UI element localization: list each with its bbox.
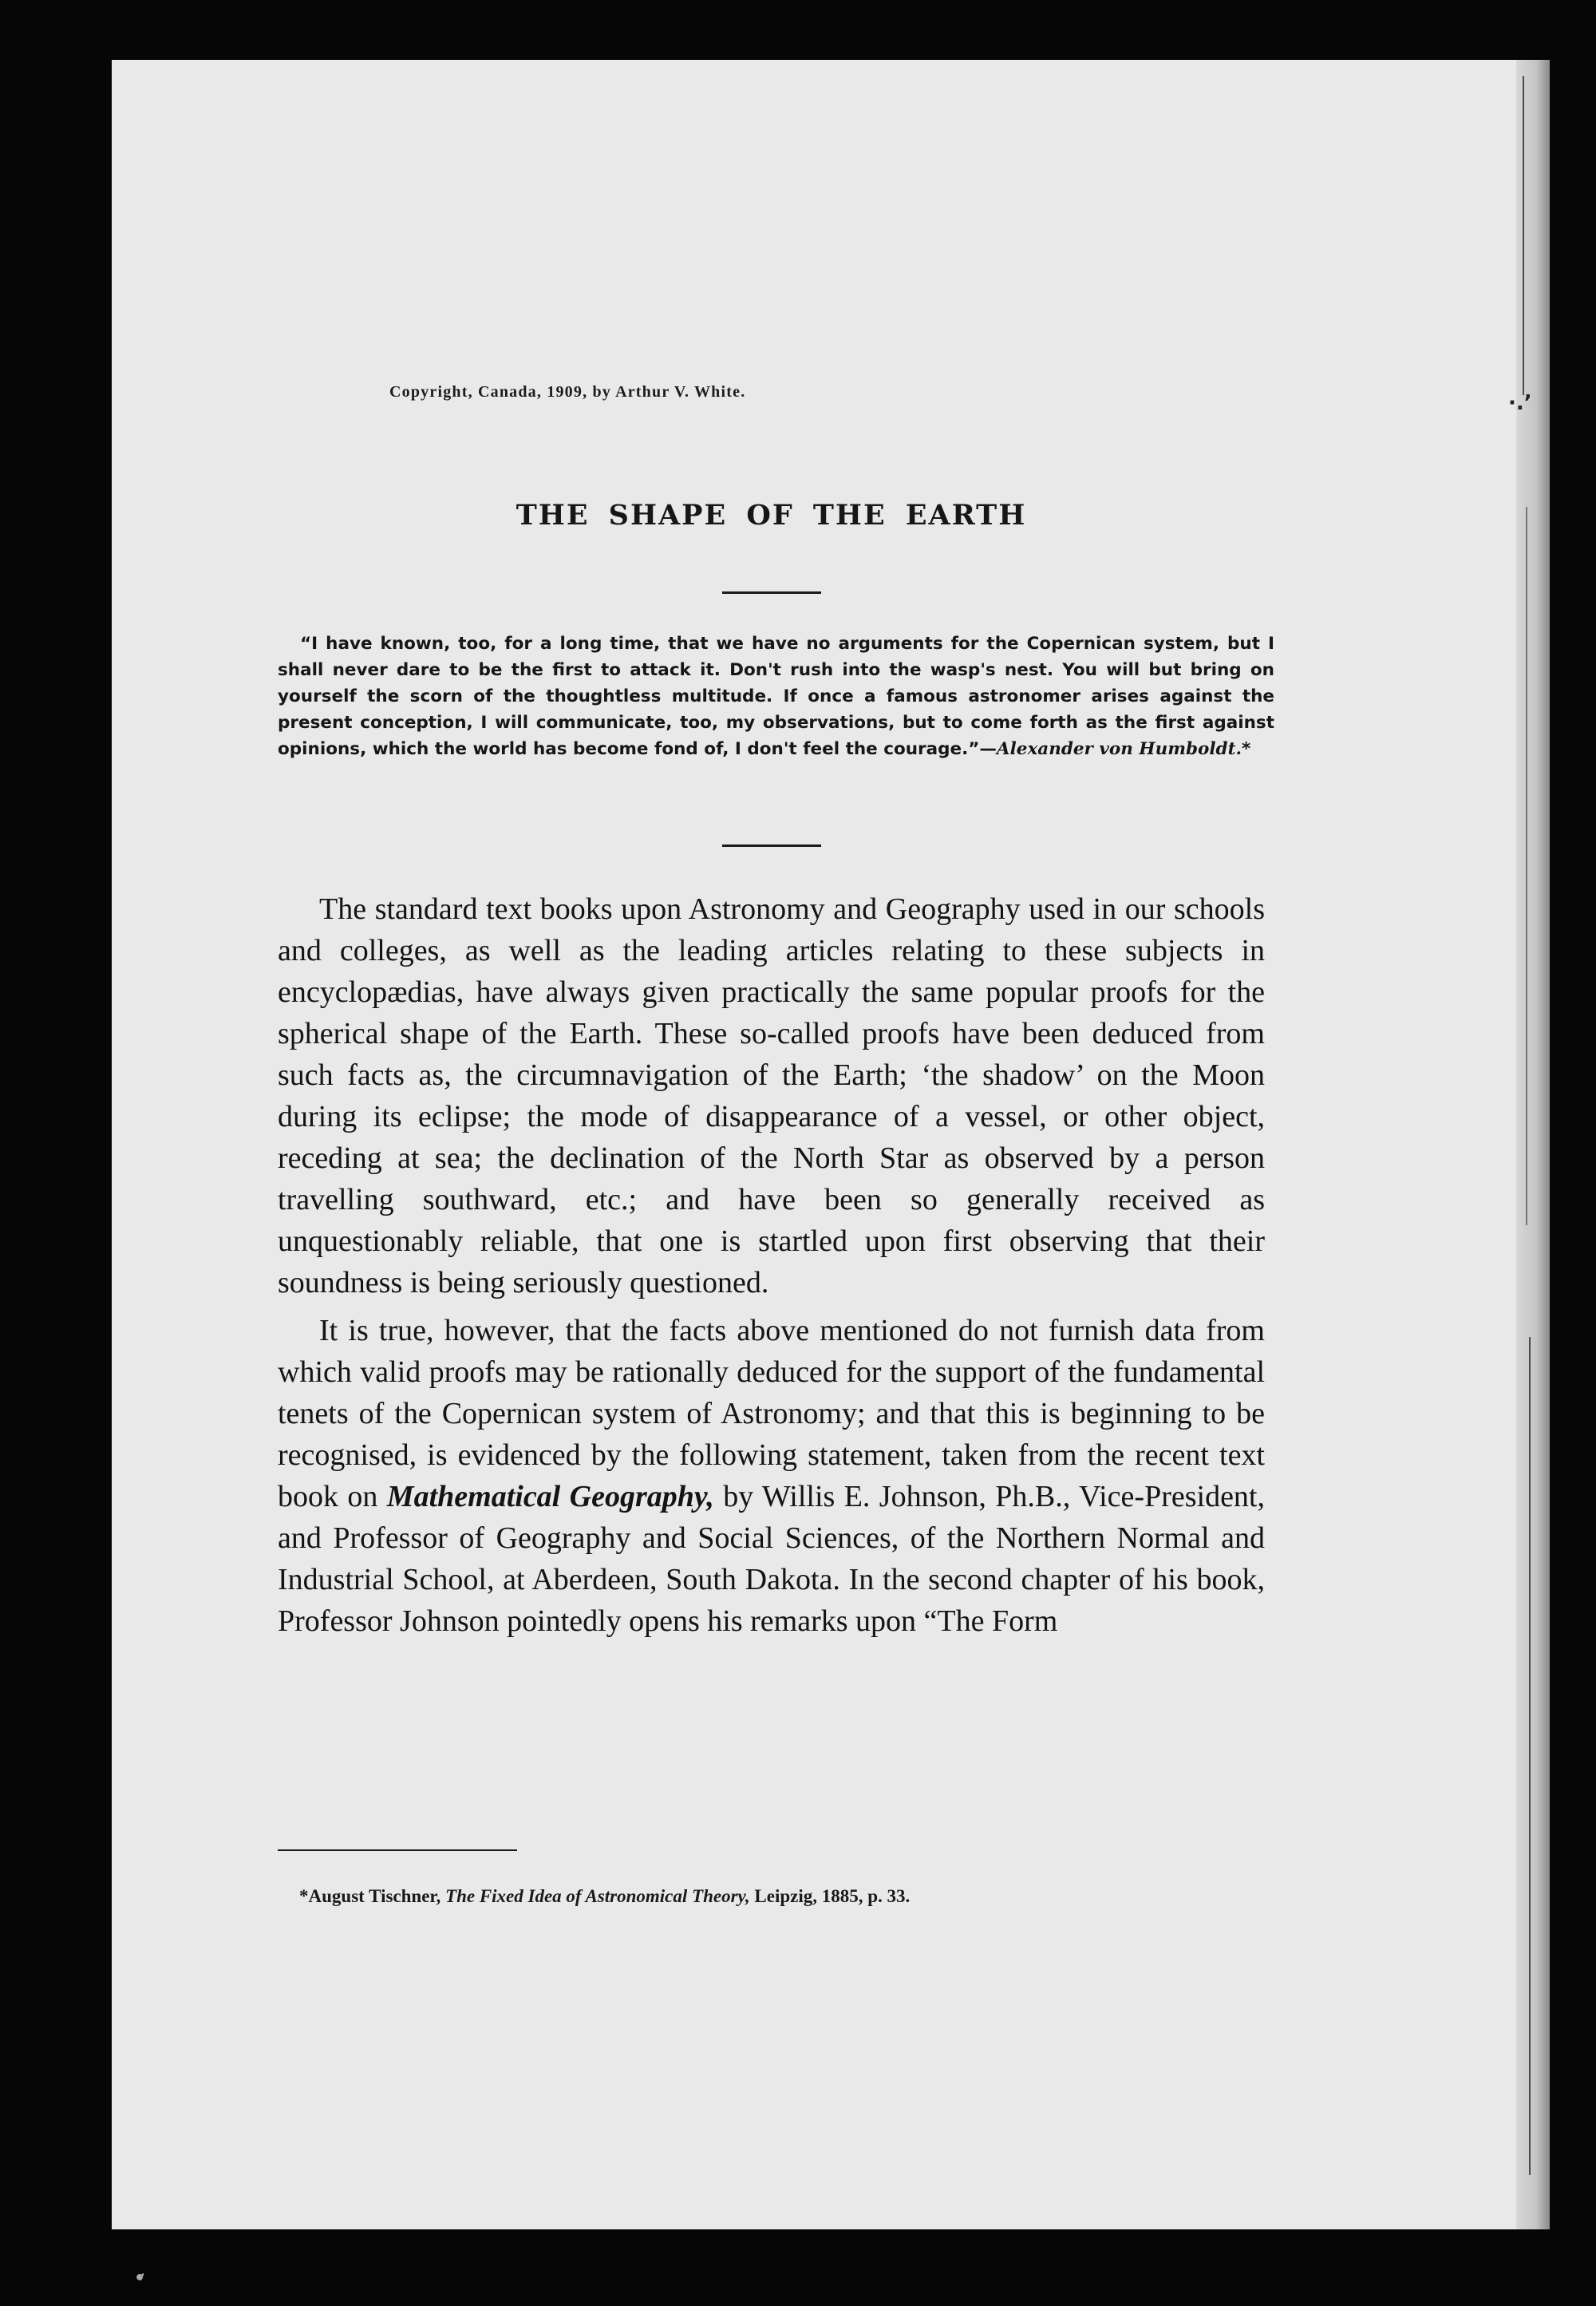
epigraph-rule — [722, 844, 821, 847]
copyright-line: Copyright, Canada, 1909, by Arthur V. White. — [389, 383, 746, 401]
book-title: Mathematical Geography, — [386, 1480, 714, 1513]
footnote-rule — [278, 1849, 517, 1851]
paragraph-2 — [278, 1310, 1265, 1642]
facing-page-edge — [1516, 60, 1550, 2229]
epigraph-quote: “I have known, too, for a long time, that we have no arguments for the Copernican system, but I shall never dare to be the first to attack it. Don't rush into the wasp's nest. You will but bring on yourself the scorn of the thoughtless multitude. If once a famous astronomer arises against the present conception, I will communicate, too, my observations, but to come forth as the first against opinions, which the world has become fond of, I don't feel the courage.”— — [278, 634, 1274, 759]
paragraph-2-text: It is true, however, that the facts above mentioned do not furnish data from which valid proofs may be rationally deduced for the support of the fundamental tenets of the Copernican system of Astronomy; and that this is beginning to be recognised, is evidenced by the following statement, taken from the recent text book on — [278, 1314, 1265, 1513]
footnote-work: The Fixed Idea of Astronomical Theory, — [445, 1886, 750, 1906]
footnote-rest: Leipzig, 1885, p. 33. — [749, 1886, 911, 1906]
epigraph — [278, 631, 1274, 762]
edge-mark: ·.’ — [1508, 391, 1532, 415]
footnote-author: *August Tischner, — [299, 1886, 446, 1906]
epigraph-attribution: Alexander von Humboldt. — [996, 739, 1242, 759]
paragraph-2-text-cont: by Willis E. Johnson, Ph.B., Vice-President, and Professor of Geography and Social Sciences, of the Northern Normal and Industrial School, at Aberdeen, South Dakota. In the second chapter of his book, Professor Johnson pointedly opens his remarks upon “The Form — [278, 1480, 1265, 1638]
body-text — [278, 888, 1265, 1648]
edge-crease — [1529, 1337, 1531, 2175]
page-title: THE SHAPE OF THE EARTH — [516, 499, 1027, 532]
edge-crease — [1523, 76, 1524, 395]
title-rule — [722, 591, 821, 594]
corner-mark: •̒ — [134, 2268, 146, 2288]
footnote — [299, 1886, 910, 1907]
edge-crease — [1526, 507, 1527, 1225]
paragraph-1: The standard text books upon Astronomy and Geography used in our schools and colleges, as well as the leading articles relating to these subjects in encyclopædias, have always given practically the same popular proofs for the spherical shape of the Earth. These so-called proofs have been deduced from such facts as, the circumnavigation of the Earth; ‘the shadow’ on the Moon during its eclipse; the mode of disappearance of a vessel, or other object, receding at sea; the declination of the North Star as observed by a person travelling southward, etc.; and have been so generally received as unquestionably reliable, that one is startled upon first observing that their soundness is being seriously questioned. — [278, 892, 1265, 1299]
footnote-marker: * — [1242, 739, 1251, 759]
